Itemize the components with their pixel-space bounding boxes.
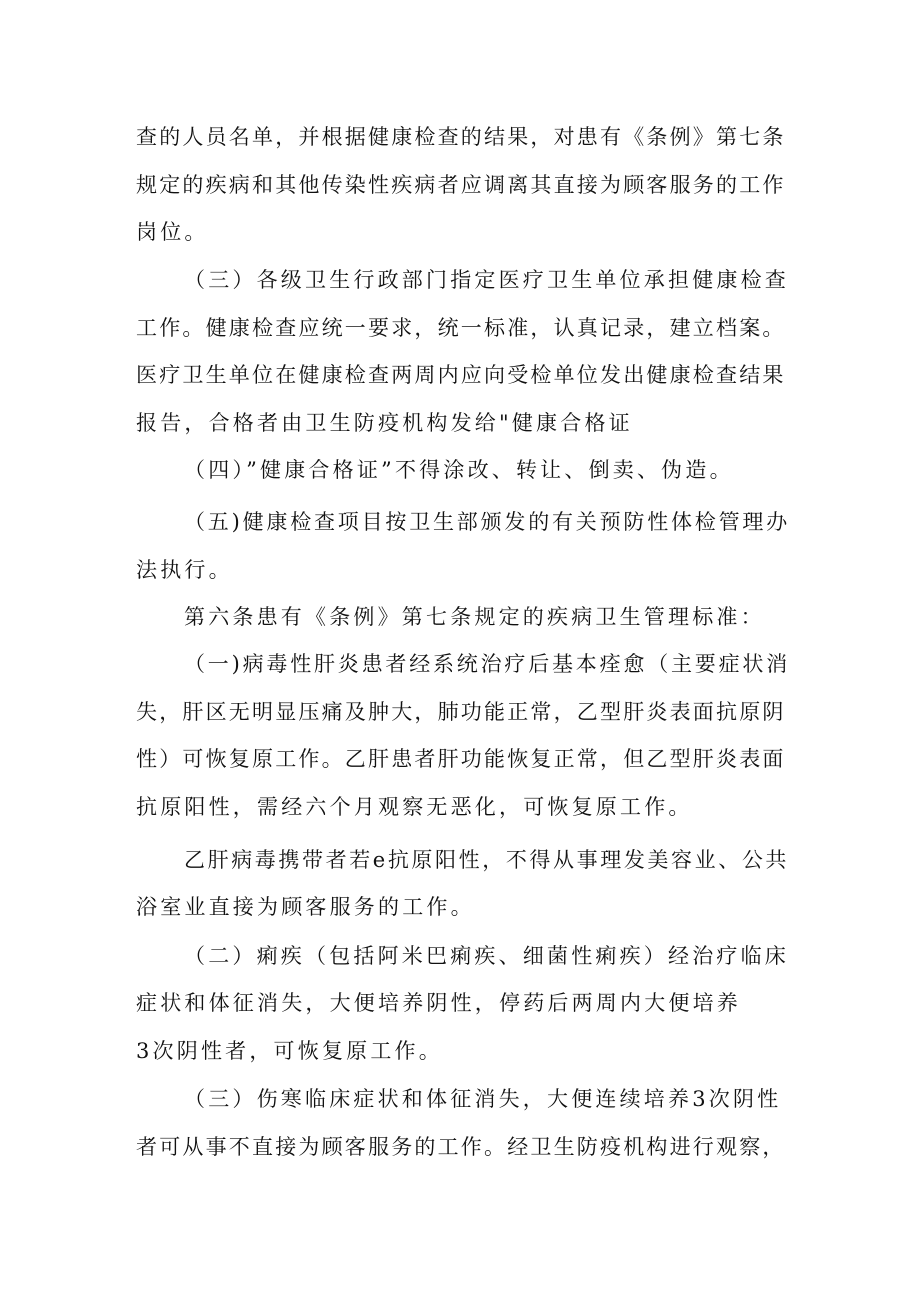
text-line: （五)健康检查项目按卫生部颁发的有关预防性体检管理办 — [184, 510, 790, 534]
text-line: 医疗卫生单位在健康检查两周内应向受检单位发出健康检查结果 — [136, 363, 786, 387]
text-line: 症状和体征消失，大便培养阴性，停药后两周内大便培养 — [136, 991, 741, 1015]
text-line: 第六条患有《条例》第七条规定的疾病卫生管理标准： — [184, 605, 765, 629]
text-line: （三）伤寒临床症状和体征消失，大便连续培养3次阴性 — [184, 1087, 782, 1111]
text-line: 岗位。 — [136, 220, 209, 244]
text-line: 失，肝区无明显压痛及肿大，肺功能正常，乙型肝炎表面抗原阴 — [136, 700, 786, 724]
text-line: （二）痢疾（包括阿米巴痢疾、细菌性痢疾）经治疗临床 — [184, 944, 789, 968]
text-line: 者可从事不直接为顾客服务的工作。经卫生防疫机构进行观察， — [136, 1135, 786, 1159]
text-line: 抗原阳性，需经六个月观察无恶化，可恢复原工作。 — [136, 795, 693, 819]
text-line: 性）可恢复原工作。乙肝患者肝功能恢复正常，但乙型肝炎表面 — [136, 747, 786, 771]
text-line: 浴室业直接为顾客服务的工作。 — [136, 895, 475, 919]
text-line: （四）”健康合格证”不得涂改、转让、倒卖、伪造。 — [184, 458, 734, 482]
text-line: 工作。健康检查应统一要求，统一标准，认真记录，建立档案。 — [136, 316, 786, 340]
text-line: 乙肝病毒携带者若e抗原阳性，不得从事理发美容业、公共 — [184, 848, 790, 872]
text-line: 法执行。 — [136, 558, 233, 582]
text-line: 报告，合格者由卫生防疫机构发给"健康合格证 — [136, 411, 633, 435]
text-line: 规定的疾病和其他传染性疾病者应调离其直接为顾客服务的工作 — [136, 173, 786, 197]
text-line: 3次阴性者，可恢复原工作。 — [136, 1039, 443, 1063]
text-line: （一)病毒性肝炎患者经系统治疗后基本痊愈（主要症状消 — [184, 652, 790, 676]
text-line: 查的人员名单，并根据健康检查的结果，对患有《条例》第七条 — [136, 125, 786, 149]
text-line: （三）各级卫生行政部门指定医疗卫生单位承担健康检查 — [184, 268, 789, 292]
